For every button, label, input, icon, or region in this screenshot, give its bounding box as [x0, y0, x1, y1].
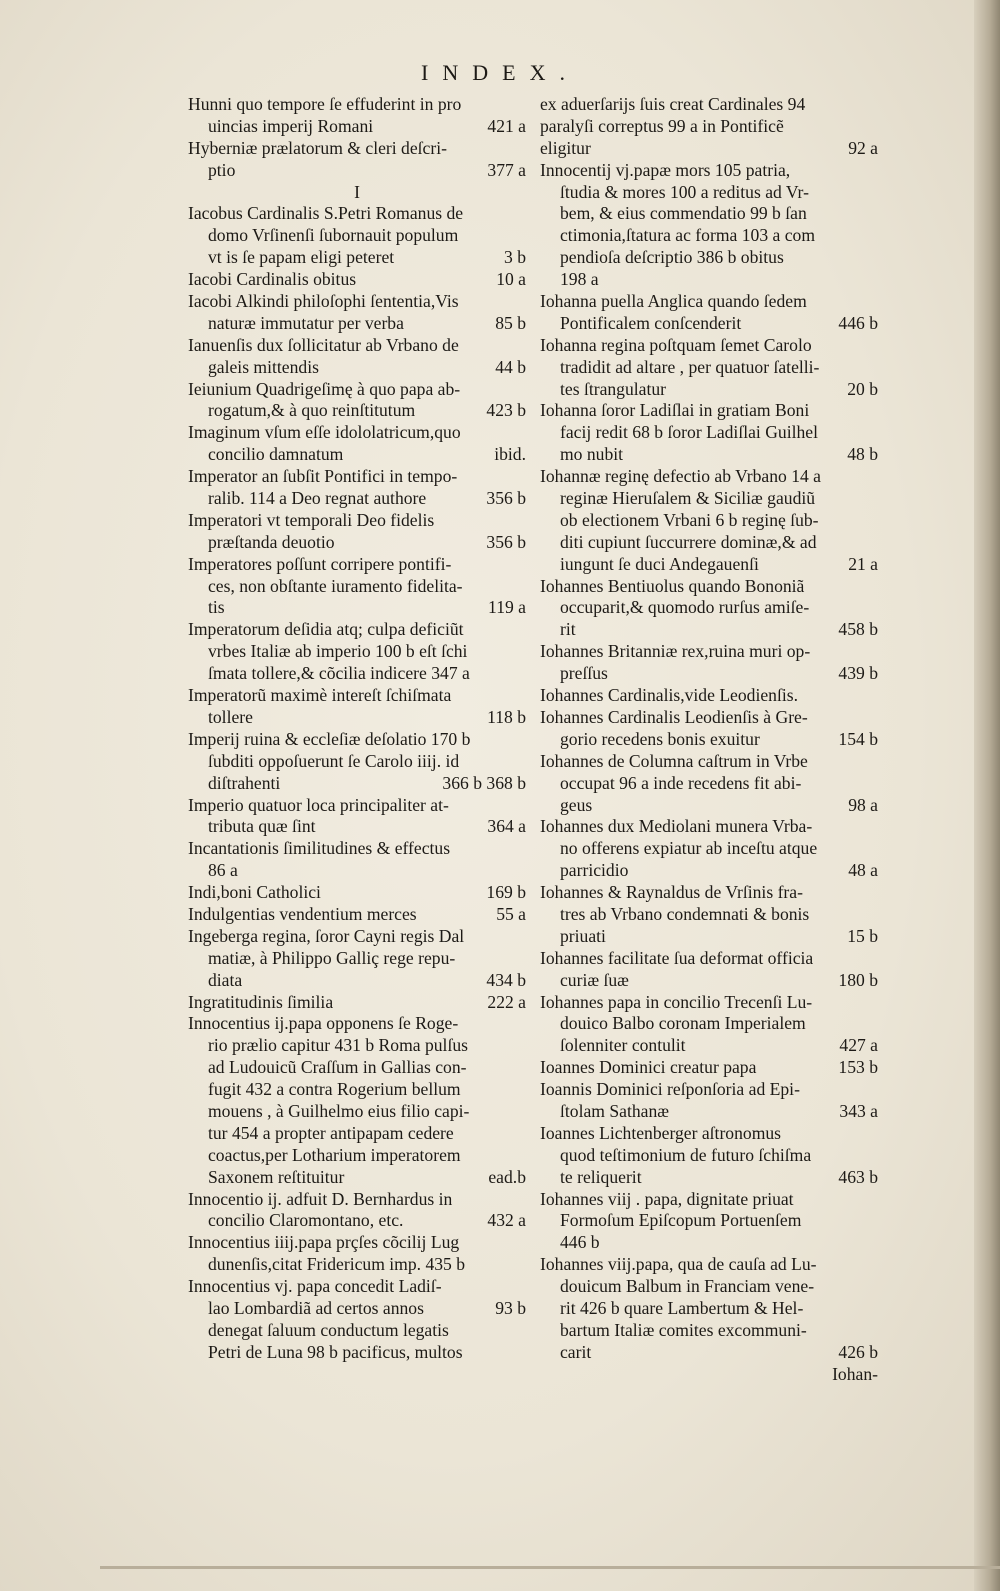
index-page-ref: 432 a	[487, 1210, 526, 1231]
index-line	[188, 291, 526, 313]
index-line	[540, 247, 878, 269]
index-page-ref: 463 b	[838, 1166, 878, 1187]
index-page-ref: 222 a	[487, 991, 526, 1012]
index-entry-text: ſtolam Sathanæ	[560, 1100, 669, 1121]
index-entry-text: Iohannes & Raynaldus de Vrſinis fra-	[540, 882, 803, 903]
index-entry-text: 446 b	[560, 1232, 600, 1253]
index-entry-text: ſubditi oppoſuerunt ſe Carolo iiij. id	[208, 750, 460, 771]
index-entry-text: 86 a	[208, 860, 238, 881]
index-entry-text: eligitur	[540, 137, 591, 158]
index-entry-text: occuparit,& quomodo rurſus amiſe-	[560, 597, 810, 618]
index-entry-text: domo Vrſinenſi ſubornauit populum	[208, 225, 459, 246]
index-entry-text: carit	[560, 1341, 592, 1362]
index-entry-text: preſſus	[560, 663, 608, 684]
index-entry-text: parricidio	[560, 860, 629, 881]
index-line	[540, 1342, 878, 1364]
index-line	[188, 904, 526, 926]
index-entry-text: Imperatorũ maximè intereſt ſchiſmata	[188, 685, 452, 706]
index-line	[188, 1123, 526, 1145]
index-line	[188, 466, 526, 488]
index-line	[188, 992, 526, 1014]
index-entry-text: concilio Claromontano, etc.	[208, 1210, 404, 1231]
index-entry-text: Incantationis ſimilitudines & effectus	[188, 838, 451, 859]
index-page-ref: 48 b	[847, 444, 878, 465]
index-line	[540, 182, 878, 204]
index-line	[188, 182, 526, 204]
index-line	[540, 379, 878, 401]
index-line	[540, 751, 878, 773]
index-line	[540, 619, 878, 641]
index-entry-text: ſtudia & mores 100 a reditus ad Vr-	[560, 181, 809, 202]
index-line	[188, 1276, 526, 1298]
index-line	[188, 335, 526, 357]
index-entry-text: douico Balbo coronam Imperialem	[560, 1013, 806, 1034]
index-line	[540, 685, 878, 707]
index-entry-text: iungunt ſe duci Andegauenſi	[560, 553, 759, 574]
index-line	[540, 992, 878, 1014]
index-line	[188, 576, 526, 598]
index-entry-text: Iohannes Cardinalis,vide Leodienſis.	[540, 685, 798, 706]
index-entry-text: Iohannes facilitate ſua deformat officia	[540, 947, 814, 968]
index-line	[540, 291, 878, 313]
index-line	[540, 707, 878, 729]
index-line	[540, 1364, 878, 1386]
index-entry-text: denegat ſaluum conductum legatis	[208, 1319, 449, 1340]
index-entry-text: Ianuenſis dux ſollicitatur ab Vrbano de	[188, 334, 459, 355]
index-page-ref: 446 b	[838, 312, 878, 333]
index-page-ref: 343 a	[839, 1100, 878, 1121]
index-line	[540, 554, 878, 576]
index-entry-text: galeis mittendis	[208, 356, 319, 377]
index-line	[540, 116, 878, 138]
index-page-ref: 98 a	[848, 794, 878, 815]
index-line	[540, 860, 878, 882]
index-entry-text: naturæ immutatur per verba	[208, 312, 404, 333]
index-line	[188, 1167, 526, 1189]
index-line	[188, 795, 526, 817]
index-entry-text: Innocentius ij.papa opponens ſe Roge-	[188, 1013, 459, 1034]
index-page-ref: 118 b	[487, 706, 526, 727]
index-entry-text: coactus,per Lotharium imperatorem	[208, 1144, 461, 1165]
index-entry-text: Ioannis Dominici reſponſoria ad Epi-	[540, 1079, 800, 1100]
index-entry-text: douicum Balbum in Franciam vene-	[560, 1276, 815, 1297]
index-line	[540, 904, 878, 926]
index-entry-text: tradidit ad altare , per quatuor ſatelli-	[560, 356, 820, 377]
index-page-ref: 377 a	[487, 159, 526, 180]
index-entry-text: Iohannes papa in concilio Trecenſi Lu-	[540, 991, 813, 1012]
index-page-ref: 356 b	[486, 488, 526, 509]
index-entry-text: vt is ſe papam eligi peteret	[208, 247, 395, 268]
index-entry-text: ſolenniter contulit	[560, 1035, 686, 1056]
index-entry-text: Iacobi Cardinalis obitus	[188, 269, 357, 290]
index-page-ref: 366 b 368 b	[442, 772, 526, 793]
index-entry-text: ad Ludouicũ Craſſum in Gallias con-	[208, 1057, 467, 1078]
index-line	[540, 1167, 878, 1189]
index-line	[540, 444, 878, 466]
index-entry-text: bartum Italiæ comites excommuni-	[560, 1319, 807, 1340]
index-line	[188, 816, 526, 838]
index-entry-text: præſtanda deuotio	[208, 531, 335, 552]
index-entry-text: tes ſtrangulatur	[560, 378, 667, 399]
index-entry-text: gorio recedens bonis exuitur	[560, 728, 760, 749]
index-line	[540, 1232, 878, 1254]
index-page-ref: 48 a	[848, 860, 878, 881]
index-line	[540, 663, 878, 685]
index-line	[540, 269, 878, 291]
index-entry-text: Imperatores poſſunt corripere pontifi-	[188, 553, 452, 574]
index-entry-text: rogatum,& à quo reinſtitutum	[208, 400, 416, 421]
index-entry-text: ex aduerſarijs ſuis creat Cardinales 94	[540, 94, 806, 114]
index-line	[188, 751, 526, 773]
index-line	[188, 400, 526, 422]
page-header: INDEX.	[421, 60, 579, 85]
index-line	[540, 816, 878, 838]
index-line	[540, 1254, 878, 1276]
index-entry-text: no offerens expiatur ab inceſtu atque	[560, 838, 818, 859]
index-line	[188, 663, 526, 685]
index-line	[188, 1101, 526, 1123]
index-page-ref: 421 a	[487, 115, 526, 136]
index-entry-text: diſtrahenti	[208, 772, 281, 793]
index-entry-text: tributa quæ ſint	[208, 816, 316, 837]
index-entry-text: tollere	[208, 706, 253, 727]
index-line	[540, 948, 878, 970]
index-line	[188, 510, 526, 532]
index-entry-text: Imperatorum deſidia atq; culpa deficiũt	[188, 619, 464, 640]
index-entry-text: bem, & eius commendatio 99 b ſan	[560, 203, 807, 224]
index-line	[540, 94, 878, 116]
index-entry-text: Indulgentias vendentium merces	[188, 903, 417, 924]
index-page-ref: 10 a	[496, 269, 526, 290]
index-line	[540, 641, 878, 663]
index-line	[188, 247, 526, 269]
index-entry-text: rit	[560, 619, 576, 640]
index-line	[188, 1254, 526, 1276]
index-line	[188, 138, 526, 160]
index-entry-text: Iohannes Cardinalis Leodienſis à Gre-	[540, 706, 808, 727]
index-line	[188, 619, 526, 641]
index-line	[188, 1079, 526, 1101]
index-entry-text: ob electionem Vrbani 6 b reginę ſub-	[560, 509, 819, 530]
index-line	[540, 1079, 878, 1101]
index-line	[188, 269, 526, 291]
index-page-ref: 15 b	[847, 925, 878, 946]
index-line	[188, 379, 526, 401]
index-entry-text: Iacobi Alkindi philoſophi ſententia,Vis	[188, 291, 459, 312]
index-entry-text: Iohannes Britanniæ rex,ruina muri op-	[540, 641, 811, 662]
index-line	[540, 1057, 878, 1079]
index-page-ref: 356 b	[486, 531, 526, 552]
index-entry-text: Petri de Luna 98 b pacificus, multos	[208, 1341, 463, 1362]
index-entry-text: Pontificalem conſcenderit	[560, 312, 742, 333]
index-entry-text: tis	[208, 597, 225, 618]
index-entry-text: ralib. 114 a Deo regnat authore	[208, 488, 427, 509]
index-line	[188, 225, 526, 247]
index-line	[188, 554, 526, 576]
index-page-ref: 153 b	[838, 1057, 878, 1078]
index-entry-text: Imperio quatuor loca principaliter at-	[188, 794, 449, 815]
index-line	[188, 1057, 526, 1079]
index-entry-text: I	[354, 181, 360, 202]
index-entry-text: mo nubit	[560, 444, 624, 465]
index-entry-text: occupat 96 a inde recedens fit abi-	[560, 772, 802, 793]
index-entry-text: diti cupiunt ſuccurrere dominæ,& ad	[560, 531, 817, 552]
index-line	[540, 488, 878, 510]
index-page-ref: 44 b	[495, 356, 526, 377]
index-line	[540, 1035, 878, 1057]
index-line	[188, 970, 526, 992]
index-line	[188, 1232, 526, 1254]
index-line	[188, 1210, 526, 1232]
index-line	[540, 970, 878, 992]
index-entry-text: paralyſi correptus 99 a in Pontificẽ	[540, 115, 784, 136]
index-line	[540, 1276, 878, 1298]
index-entry-text: concilio damnatum	[208, 444, 344, 465]
index-entry-text: Hyberniæ prælatorum & cleri deſcri-	[188, 137, 447, 158]
index-entry-text: rio prælio capitur 431 b Roma pulſus	[208, 1035, 468, 1056]
index-entry-text: lao Lombardiã ad certos annos	[208, 1297, 424, 1318]
index-entry-text: Iohannes de Columna caſtrum in Vrbe	[540, 750, 808, 771]
index-line	[540, 882, 878, 904]
index-line	[188, 860, 526, 882]
index-page-ref: 92 a	[848, 137, 878, 158]
index-entry-text: uincias imperij Romani	[208, 115, 374, 136]
index-line	[540, 926, 878, 948]
index-line	[188, 357, 526, 379]
index-page-ref: 427 a	[839, 1035, 878, 1056]
index-line	[188, 444, 526, 466]
index-line	[188, 1189, 526, 1211]
index-page-ref: 426 b	[838, 1341, 878, 1362]
index-entry-text: quod teſtimonium de futuro ſchiſma	[560, 1144, 812, 1165]
index-page-ref: 20 b	[847, 378, 878, 399]
index-line	[540, 597, 878, 619]
index-line	[188, 707, 526, 729]
book-spine-edge	[974, 0, 1000, 1591]
index-page-ref: 423 b	[486, 400, 526, 421]
index-line	[188, 948, 526, 970]
index-page-ref: 169 b	[486, 882, 526, 903]
index-entry-text: Iohannes Bentiuolus quando Bononiã	[540, 575, 805, 596]
index-entry-text: mouens , à Guilhelmo eius filio capi-	[208, 1100, 470, 1121]
index-line	[540, 1320, 878, 1342]
index-entry-text: Iohanna puella Anglica quando ſedem	[540, 291, 807, 312]
index-line	[188, 160, 526, 182]
index-line	[540, 335, 878, 357]
index-page-ref: 180 b	[838, 969, 878, 990]
index-entry-text: geus	[560, 794, 593, 815]
index-entry-text: Ingeberga regina, ſoror Cayni regis Dal	[188, 925, 465, 946]
index-entry-text: Iohannes dux Mediolani munera Vrba-	[540, 816, 813, 837]
index-entry-text: dunenſis,citat Fridericum imp. 435 b	[208, 1254, 466, 1275]
index-page-ref: 434 b	[486, 969, 526, 990]
index-entry-text: Saxonem reſtituitur	[208, 1166, 345, 1187]
index-page-ref: ibid.	[494, 444, 526, 465]
index-page-ref: 85 b	[495, 312, 526, 333]
index-page-ref: 439 b	[838, 663, 878, 684]
index-line	[540, 1145, 878, 1167]
index-column-right	[540, 94, 878, 1386]
index-entry-text: rit 426 b quare Lambertum & Hel-	[560, 1297, 804, 1318]
index-entry-text: ptio	[208, 159, 236, 180]
index-entry-text: Innocentius iiij.papa prçſes cõcilij Lug	[188, 1232, 460, 1253]
index-line	[540, 1101, 878, 1123]
index-line	[540, 313, 878, 335]
index-entry-text: Innocentius vj. papa concedit Ladiſ-	[188, 1276, 442, 1297]
index-line	[540, 1013, 878, 1035]
index-page-ref: 119 a	[488, 597, 526, 618]
index-entry-text: Iohan-	[832, 1363, 878, 1384]
index-entry-text: ces, non obſtante iuramento fidelita-	[208, 575, 463, 596]
index-line	[540, 138, 878, 160]
index-entry-text: priuati	[560, 925, 606, 946]
index-entry-text: tres ab Vrbano condemnati & bonis	[560, 903, 810, 924]
index-entry-text: Ieiunium Quadrigeſimę à quo papa ab-	[188, 378, 461, 399]
index-entry-text: Formoſum Epiſcopum Portuenſem	[560, 1210, 802, 1231]
index-line	[188, 685, 526, 707]
index-entry-text: Innocentij vj.papæ mors 105 patria,	[540, 159, 791, 180]
index-line	[188, 488, 526, 510]
index-line	[540, 1210, 878, 1232]
index-entry-text: facij redit 68 b ſoror Ladiſlai Guilhel	[560, 422, 818, 443]
index-entry-text: Imaginum vſum eſſe idololatricum,quo	[188, 422, 461, 443]
index-line	[188, 926, 526, 948]
index-entry-text: matiæ, à Philippo Galliç rege repu-	[208, 947, 456, 968]
index-entry-text: reginæ Hieruſalem & Siciliæ gaudiũ	[560, 488, 816, 509]
index-line	[188, 1145, 526, 1167]
index-entry-text: Ingratitudinis ſimilia	[188, 991, 334, 1012]
index-entry-text: Imperij ruina & eccleſiæ deſolatio 170 b	[188, 728, 471, 749]
index-entry-text: Hunni quo tempore ſe effuderint in pro	[188, 94, 462, 114]
index-page-ref: ead.b	[488, 1166, 526, 1187]
index-column-left	[188, 94, 526, 1364]
index-line	[540, 795, 878, 817]
index-line	[188, 838, 526, 860]
index-entry-text: tur 454 a propter antipapam cedere	[208, 1122, 454, 1143]
index-entry-text: diata	[208, 969, 243, 990]
index-entry-text: Iohannæ reginę defectio ab Vrbano 14 a	[540, 466, 821, 487]
index-entry-text: ſmata tollere,& cõcilia indicere 347 a	[208, 663, 470, 684]
index-entry-text: Indi,boni Catholici	[188, 882, 321, 903]
index-line	[188, 1013, 526, 1035]
index-line	[540, 466, 878, 488]
index-line	[188, 532, 526, 554]
index-line	[188, 1035, 526, 1057]
index-line	[188, 1320, 526, 1342]
index-entry-text: Ioannes Dominici creatur papa	[540, 1057, 757, 1078]
index-page-ref: 364 a	[487, 816, 526, 837]
index-line	[188, 729, 526, 751]
index-entry-text: Iohanna regina poſtquam ſemet Carolo	[540, 334, 812, 355]
index-entry-text: 198 a	[560, 269, 599, 290]
index-entry-text: Iohannes viij.papa, qua de cauſa ad Lu-	[540, 1254, 817, 1275]
index-line	[540, 1189, 878, 1211]
index-line	[540, 576, 878, 598]
index-entry-text: Iohanna ſoror Ladiſlai in gratiam Boni	[540, 400, 810, 421]
index-line	[540, 160, 878, 182]
index-entry-text: curiæ ſuæ	[560, 969, 629, 990]
index-line	[188, 116, 526, 138]
index-line	[188, 1298, 526, 1320]
index-line	[540, 510, 878, 532]
index-entry-text: Iohannes viij . papa, dignitate priuat	[540, 1188, 794, 1209]
index-page-ref: 21 a	[848, 553, 878, 574]
index-entry-text: fugit 432 a contra Rogerium bellum	[208, 1079, 461, 1100]
index-line	[540, 422, 878, 444]
index-line	[540, 1123, 878, 1145]
index-line	[188, 313, 526, 335]
index-line	[540, 838, 878, 860]
index-page-ref: 93 b	[495, 1297, 526, 1318]
index-entry-text: vrbes Italiæ ab imperio 100 b eſt ſchi	[208, 641, 468, 662]
index-entry-text: Imperator an ſubſit Pontifici in tempo-	[188, 466, 458, 487]
index-line	[188, 641, 526, 663]
index-entry-text: Iacobus Cardinalis S.Petri Romanus de	[188, 203, 464, 224]
index-line	[540, 400, 878, 422]
index-entry-text: te reliquerit	[560, 1166, 642, 1187]
index-line	[540, 357, 878, 379]
index-line	[188, 597, 526, 619]
index-line	[188, 773, 526, 795]
index-line	[540, 1298, 878, 1320]
index-entry-text: Ioannes Lichtenberger aſtronomus	[540, 1122, 782, 1143]
index-line	[188, 94, 526, 116]
index-line	[188, 882, 526, 904]
index-line	[540, 532, 878, 554]
index-entry-text: Innocentio ij. adfuit D. Bernhardus in	[188, 1188, 453, 1209]
index-entry-text: Imperatori vt temporali Deo fidelis	[188, 509, 435, 530]
index-line	[188, 1342, 526, 1364]
index-line	[188, 203, 526, 225]
index-page-ref: 458 b	[838, 619, 878, 640]
index-page-ref: 3 b	[504, 247, 526, 268]
index-page-ref: 55 a	[496, 903, 526, 924]
index-entry-text: ctimonia,ſtatura ac forma 103 a com	[560, 225, 816, 246]
page-bottom-rule	[100, 1566, 1000, 1569]
index-entry-text: pendioſa deſcriptio 386 b obitus	[560, 247, 784, 268]
index-page-ref: 154 b	[838, 728, 878, 749]
index-line	[188, 422, 526, 444]
index-line	[540, 773, 878, 795]
index-line	[540, 225, 878, 247]
index-line	[540, 729, 878, 751]
index-line	[540, 203, 878, 225]
